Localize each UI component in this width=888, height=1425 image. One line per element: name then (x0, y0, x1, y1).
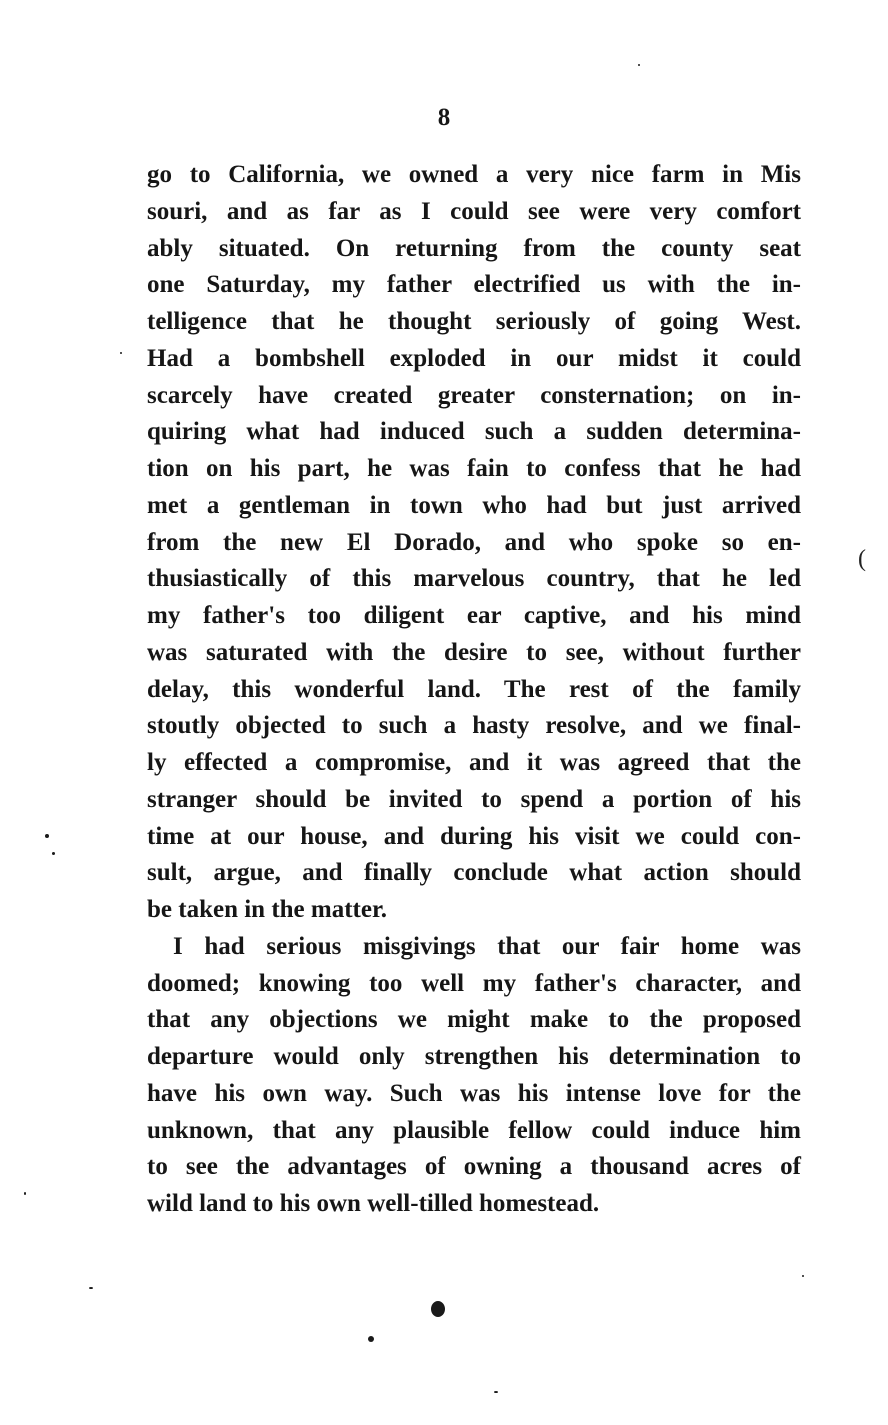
ink-speck (802, 1275, 804, 1277)
ink-speck (368, 1336, 374, 1342)
text-line: my father's too diligent ear captive, and his mind (147, 602, 801, 629)
text-line: be taken in the matter. (147, 896, 388, 923)
ink-speck (89, 1287, 93, 1289)
text-line: wild land to his own well-tilled homestead. (147, 1190, 600, 1217)
text-line: time at our house, and during his visit we could con- (147, 822, 801, 850)
text-line: ably situated. On returning from the county seat (147, 234, 801, 262)
text-line: go to California, we owned a very nice farm in Mis (147, 161, 801, 188)
paragraph-2 (147, 929, 801, 1223)
text-line: one Saturday, my father electrified us with the in- (147, 271, 801, 299)
ink-speck (431, 1301, 445, 1317)
text-line: tion on his part, he was fain to confess that he had (147, 455, 801, 482)
text-line: quiring what had induced such a sudden determina- (147, 418, 801, 446)
text-line: I had serious misgivings that our fair home was (173, 932, 801, 960)
paragraph-1 (147, 157, 801, 929)
text-line: telligence that he thought seriously of going West. (147, 308, 801, 335)
text-line: to see the advantages of owning a thousand acres of (147, 1153, 801, 1181)
text-line: met a gentleman in town who had but just arrived (147, 491, 801, 519)
text-line: souri, and as far as I could see were very comfort (147, 197, 801, 225)
text-line: stranger should be invited to spend a portion of his (147, 785, 801, 813)
text-line: scarcely have created greater consternation; on in- (147, 381, 801, 409)
text-line: delay, this wonderful land. The rest of the family (147, 675, 801, 703)
text-line: doomed; knowing too well my father's character, and (147, 969, 801, 997)
ink-speck (24, 1192, 26, 1195)
ink-speck (52, 852, 55, 855)
margin-mark: ( (858, 546, 866, 572)
text-line: thusiastically of this marvelous country, that he led (147, 565, 801, 593)
text-line: unknown, that any plausible fellow could induce him (147, 1116, 801, 1144)
text-line: ly effected a compromise, and it was agreed that the (147, 749, 801, 776)
ink-speck (494, 1391, 498, 1393)
text-line: stoutly objected to such a hasty resolve, and we final- (147, 712, 801, 740)
ink-speck (638, 64, 640, 66)
text-line: from the new El Dorado, and who spoke so en- (147, 528, 801, 556)
text-line: have his own way. Such was his intense love for the (147, 1079, 801, 1107)
text-line: departure would only strengthen his determination to (147, 1043, 801, 1070)
text-line: sult, argue, and finally conclude what action should (147, 859, 801, 887)
page-number: 8 (437, 104, 451, 131)
text-line: that any objections we might make to the proposed (147, 1006, 801, 1034)
text-line: Had a bombshell exploded in our midst it could (147, 344, 801, 372)
ink-speck (120, 352, 122, 354)
ink-speck (45, 834, 49, 838)
body-text (147, 157, 801, 1223)
text-line: was saturated with the desire to see, without further (147, 638, 801, 666)
